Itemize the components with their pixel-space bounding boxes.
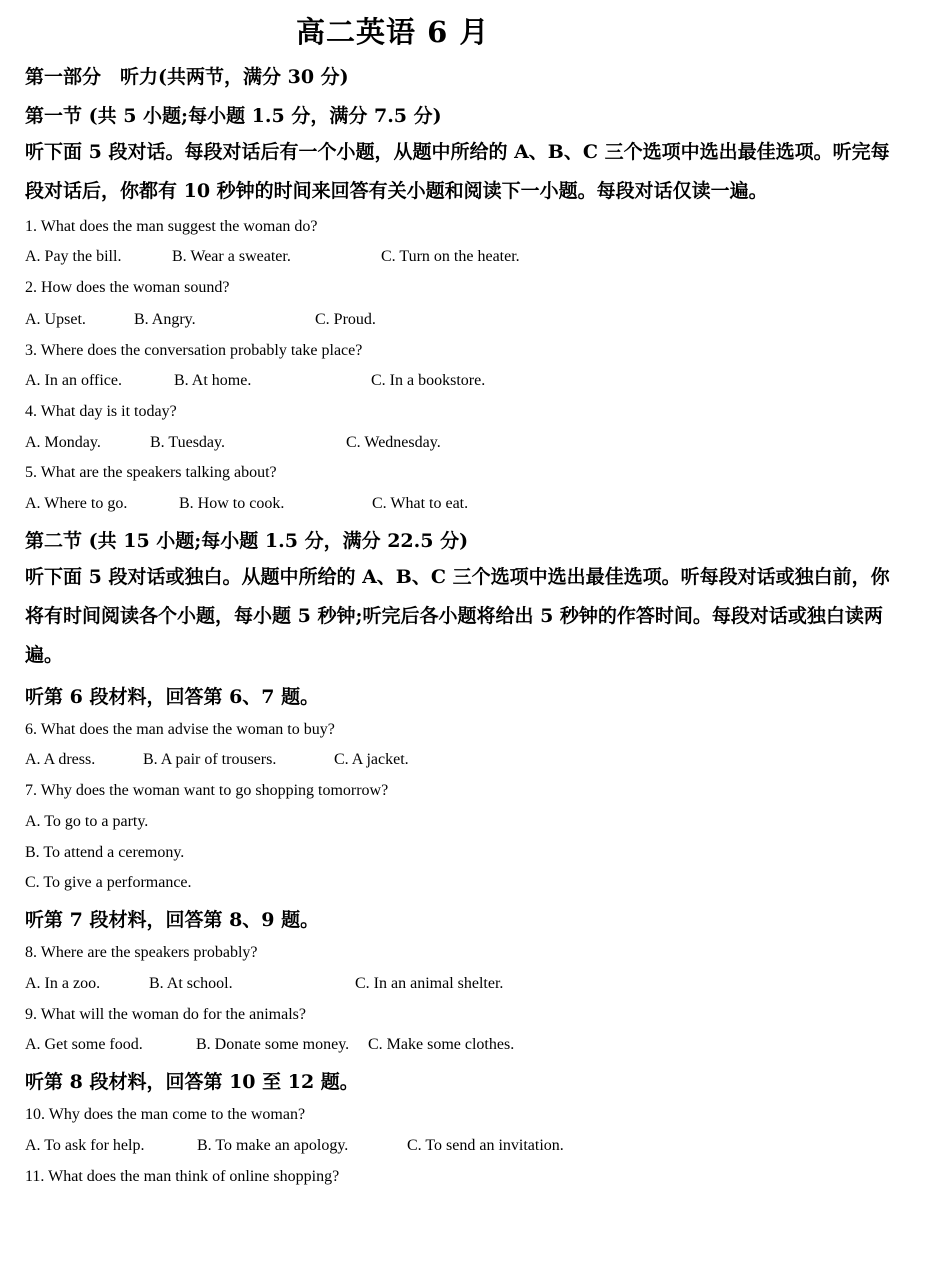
option-a: A. In a zoo. xyxy=(25,975,101,992)
instructions-line: 听下面 5 段对话或独白。从题中所给的 A、B、C 三个选项中选出最佳选项。听每段对话或独白前，你 xyxy=(25,566,890,588)
question-8-options xyxy=(0,975,950,995)
question-9: 9. What will the woman do for the animals? xyxy=(25,1006,306,1023)
material-7-heading: 听第 7 段材料，回答第 8、9 题。 xyxy=(25,909,320,931)
option-c: C. In a bookstore. xyxy=(371,372,486,389)
question-1: 1. What does the man suggest the woman do? xyxy=(25,218,318,235)
option-b: B. A pair of trousers. xyxy=(143,751,277,768)
section2-instructions xyxy=(25,558,920,675)
question-7: 7. Why does the woman want to go shopping tomorrow? xyxy=(25,782,389,799)
option-c: C. A jacket. xyxy=(334,751,409,768)
option-b: B. Donate some money. xyxy=(196,1036,350,1053)
option-c: C. In an animal shelter. xyxy=(355,975,504,992)
option-a: A. Get some food. xyxy=(25,1036,143,1053)
option-a: A. A dress. xyxy=(25,751,96,768)
option-c: C. Make some clothes. xyxy=(368,1036,515,1053)
question-11: 11. What does the man think of online shopping? xyxy=(25,1168,340,1185)
question-5: 5. What are the speakers talking about? xyxy=(25,464,277,481)
option-b: B. To make an apology. xyxy=(197,1137,349,1154)
option-a: A. Upset. xyxy=(25,311,86,328)
page-title: 高二英语 6 月 xyxy=(296,15,490,49)
question-10-options xyxy=(0,1137,950,1157)
option-c: C. To give a performance. xyxy=(25,874,192,891)
option-c: C. Turn on the heater. xyxy=(381,248,520,265)
option-a: A. Pay the bill. xyxy=(25,248,122,265)
option-b: B. How to cook. xyxy=(179,495,285,512)
section2-heading: 第二节 (共 15 小题;每小题 1.5 分，满分 22.5 分) xyxy=(25,530,469,552)
option-b: B. At home. xyxy=(174,372,252,389)
question-4: 4. What day is it today? xyxy=(25,403,177,420)
question-3-options xyxy=(0,372,950,392)
option-b: B. To attend a ceremony. xyxy=(25,844,185,861)
option-b: B. Wear a sweater. xyxy=(172,248,291,265)
question-1-options xyxy=(0,248,950,268)
question-4-options xyxy=(0,434,950,454)
option-c: C. What to eat. xyxy=(372,495,469,512)
section1-heading: 第一节 (共 5 小题;每小题 1.5 分，满分 7.5 分) xyxy=(25,105,442,127)
option-a: A. To ask for help. xyxy=(25,1137,145,1154)
section1-instructions xyxy=(25,133,920,211)
question-6-options xyxy=(0,751,950,771)
question-3: 3. Where does the conversation probably take place? xyxy=(25,342,363,359)
material-8-heading: 听第 8 段材料，回答第 10 至 12 题。 xyxy=(25,1071,359,1093)
question-2: 2. How does the woman sound? xyxy=(25,279,230,296)
instructions-line: 段对话后，你都有 10 秒钟的时间来回答有关小题和阅读下一小题。每段对话仅读一遍。 xyxy=(25,180,768,202)
question-5-options xyxy=(0,495,950,515)
instructions-line: 遍。 xyxy=(25,644,64,666)
instructions-line: 将有时间阅读各个小题，每小题 5 秒钟;听完后各小题将给出 5 秒钟的作答时间。每段对话或独白读两 xyxy=(25,605,883,627)
question-10: 10. Why does the man come to the woman? xyxy=(25,1106,306,1123)
question-8: 8. Where are the speakers probably? xyxy=(25,944,258,961)
option-c: C. Wednesday. xyxy=(346,434,441,451)
option-b: B. Angry. xyxy=(134,311,196,328)
option-c: C. Proud. xyxy=(315,311,376,328)
question-2-options xyxy=(0,311,950,331)
question-9-options xyxy=(0,1036,950,1056)
material-6-heading: 听第 6 段材料，回答第 6、7 题。 xyxy=(25,686,320,708)
option-a: A. Monday. xyxy=(25,434,101,451)
option-b: B. At school. xyxy=(149,975,233,992)
option-a: A. In an office. xyxy=(25,372,122,389)
part1-heading: 第一部分 听力(共两节，满分 30 分) xyxy=(25,66,349,88)
option-b: B. Tuesday. xyxy=(150,434,225,451)
instructions-line: 听下面 5 段对话。每段对话后有一个小题，从题中所给的 A、B、C 三个选项中选出最佳选项。听完每 xyxy=(25,141,890,163)
option-a: A. Where to go. xyxy=(25,495,128,512)
option-a: A. To go to a party. xyxy=(25,813,149,830)
option-c: C. To send an invitation. xyxy=(407,1137,564,1154)
question-6: 6. What does the man advise the woman to buy? xyxy=(25,721,335,738)
